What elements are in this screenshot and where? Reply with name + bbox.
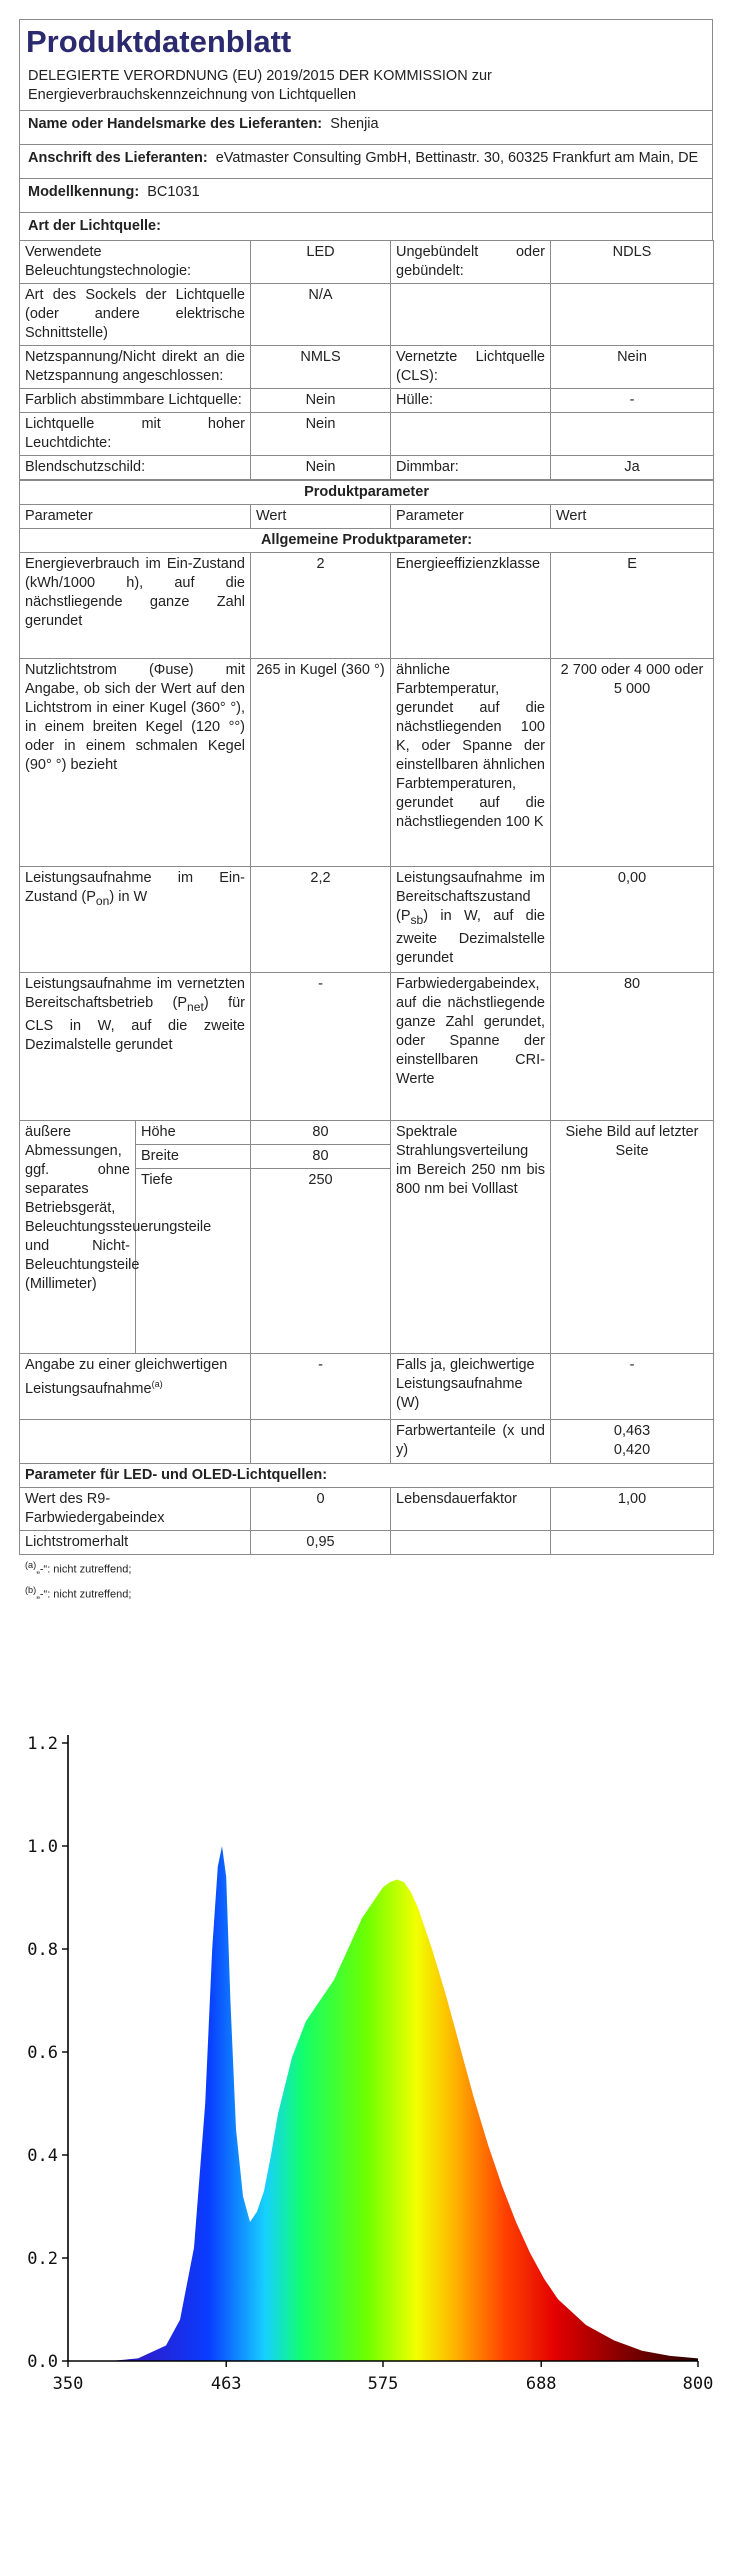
page-title: Produktdatenblatt	[26, 24, 292, 59]
y-tick-label: 0.8	[27, 1940, 58, 1960]
spectrum-area	[68, 1846, 698, 2361]
supplier-label: Name oder Handelsmarke des Lieferanten:	[28, 116, 323, 132]
table-row: Lichtstromerhalt 0,95	[20, 1531, 714, 1555]
table-row: Nutzlichtstrom (Φuse) mit Angabe, ob sich der Wert auf den Lichtstrom in einer Kugel (360° °), in einem breiten Kegel (120 °°) oder in einem schmalen Kegel (90° °) bezieht 265 in Kugel (360 °) ähnliche Farbtemperatur, gerundet auf die nächstliegenden 100 K, oder Spanne der einstellbaren ähnlichen Farbtemperaturen, gerundet auf die nächstliegenden 100 K 2 700 oder 4 000 oder 5 000	[20, 659, 714, 867]
y-tick-label: 1.0	[27, 1837, 58, 1857]
y-tick-label: 0.4	[27, 2146, 58, 2166]
table-row: Energieverbrauch im Ein-Zustand (kWh/1000 h), auf die nächstliegende ganze Zahl gerundet 2 Energieeffizienzklasse E	[20, 553, 714, 659]
col-header-param-2: Parameter	[391, 505, 551, 529]
y-tick-label: 0.6	[27, 2043, 58, 2063]
light-type-heading: Art der Lichtquelle:	[19, 212, 713, 240]
table-row: Blendschutzschild: Nein Dimmbar: Ja	[20, 456, 714, 480]
x-tick-label: 800	[682, 2374, 714, 2394]
table-row: Verwendete Beleuchtungstechnologie: LED Ungebündelt oder gebündelt: NDLS	[20, 241, 714, 284]
x-tick-label: 688	[525, 2374, 557, 2394]
footnote-b: $^{(b)}$„-“: nicht zutreffend;	[25, 1584, 132, 1601]
led-params-heading: Parameter für LED- und OLED-Lichtquellen:	[20, 1464, 714, 1488]
table-row: Lichtquelle mit hoher Leuchtdichte: Nein	[20, 413, 714, 456]
regulation-subtitle: DELEGIERTE VERORDNUNG (EU) 2019/2015 DER KOMMISSION zur Energieverbrauchskennzeichnung von Lichtquellen	[28, 68, 492, 103]
table-row: Leistungsaufnahme im Ein-Zustand $(P_{on})$ in W 2,2 Leistungsaufnahme im Bereitschaftszustand $(P_{sb})$ in W, auf die zweite Dezimalstelle gerundet 0,00	[20, 867, 714, 973]
table-row: Netzspannung/Nicht direkt an die Netzspannung angeschlossen: NMLS Vernetzte Lichtquelle (CLS): Nein	[20, 346, 714, 389]
product-params-heading: Produktparameter	[20, 481, 714, 505]
general-params-heading: Allgemeine Produktparameter:	[20, 529, 714, 553]
table-row: Leistungsaufnahme im vernetzten Bereitschaftsbetrieb $(P_{net})$ für CLS in W, auf die zweite Dezimalstelle gerundet - Farbwiedergabeindex, auf die nächstliegende ganze Zahl gerundet, oder Spanne der einstellbaren CRI-Werte 80	[20, 973, 714, 1121]
col-header-value-2: Wert	[551, 505, 714, 529]
model-row	[19, 178, 713, 206]
dimensions-row: äußere Abmessungen, ggf. ohne separates Betriebsgerät, Beleuchtungssteuerungsteile und Nicht-Beleuchtungsteile (Millimeter) Höhe 80 Spektrale Strahlungsverteilung im Bereich 250 nm bis 800 nm bei Volllast Siehe Bild auf letzter Seite	[20, 1121, 714, 1145]
x-tick-label: 350	[52, 2374, 84, 2394]
address-value: eVatmaster Consulting GmbH, Bettinastr. 30, 60325 Frankfurt am Main, DE	[215, 150, 699, 166]
table-row: Farblich abstimmbare Lichtquelle: Nein Hülle: -	[20, 389, 714, 413]
model-label: Modellkennung:	[28, 184, 140, 200]
dimensions-row: Breite 80	[20, 1145, 714, 1169]
footnote-a: $^{(a)}$„-“: nicht zutreffend;	[25, 1560, 132, 1576]
model-value: BC1031	[147, 184, 200, 200]
footnotes	[19, 1555, 713, 1604]
dimensions-row: Tiefe 250	[20, 1169, 714, 1354]
y-tick-label: 0.2	[27, 2249, 58, 2269]
x-tick-label: 463	[210, 2374, 242, 2394]
spectral-distribution-chart	[0, 1695, 731, 2455]
x-tick-label: 575	[367, 2374, 399, 2394]
col-header-value: Wert	[251, 505, 391, 529]
datasheet	[19, 19, 713, 1604]
supplier-value: Shenjia	[330, 116, 379, 132]
table-row: Farbwertanteile (x und y) 0,463 0,420	[20, 1420, 714, 1464]
address-row	[19, 144, 713, 172]
y-tick-label: 1.2	[27, 1734, 58, 1754]
product-parameter-table	[19, 480, 714, 1555]
address-label: Anschrift des Lieferanten:	[28, 150, 208, 166]
y-tick-label: 0.0	[27, 2352, 58, 2372]
table-row: Wert des R9-Farbwiedergabeindex 0 Lebensdauerfaktor 1,00	[20, 1488, 714, 1531]
supplier-row	[19, 110, 713, 138]
table-row: Art des Sockels der Lichtquelle (oder andere elektrische Schnittstelle) N/A	[20, 284, 714, 346]
title-block	[19, 19, 713, 110]
light-type-table	[19, 240, 714, 480]
col-header-param: Parameter	[20, 505, 251, 529]
table-row: Angabe zu einer gleichwertigen Leistungsaufnahme$^{(a)}$ - Falls ja, gleichwertige Leistungsaufnahme (W) -	[20, 1354, 714, 1420]
